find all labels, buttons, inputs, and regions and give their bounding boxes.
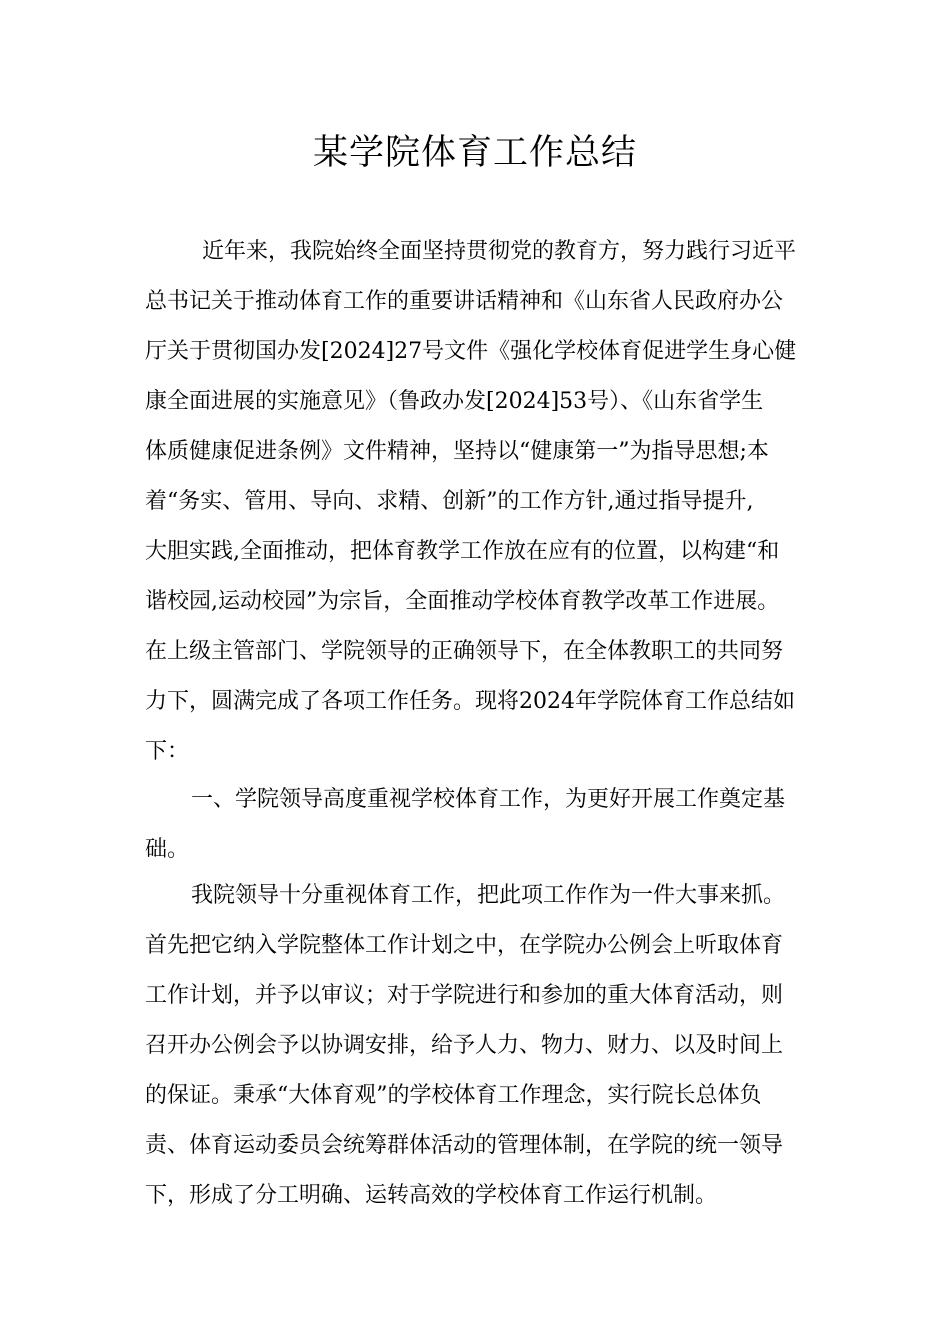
paragraph-line: 我院领导十分重视体育工作，把此项工作作为一件大事来抓。 (191, 883, 786, 908)
paragraph-line: 工作计划，并予以审议；对于学院进行和参加的重大体育活动，则 (145, 983, 784, 1008)
paragraph-intro (145, 227, 809, 777)
paragraph-leadership (145, 871, 809, 1221)
paragraph-line: 在上级主管部门、学院领导的正确领导下，在全体教职工的共同努 (145, 639, 784, 664)
document-title: 某学院体育工作总结 (312, 133, 637, 173)
paragraph-line: 厅关于贯彻国办发[2024]27号文件《强化学校体育促进学生身心健 (145, 339, 797, 364)
paragraph-line: 一、学院领导高度重视学校体育工作，为更好开展工作奠定基 (191, 787, 786, 812)
paragraph-line: 近年来，我院始终全面坚持贯彻党的教育方，努力践行习近平 (202, 239, 797, 264)
paragraph-line: 体质健康促进条例》文件精神，坚持以“健康第一”为指导思想;本 (145, 439, 769, 464)
paragraph-line: 首先把它纳入学院整体工作计划之中，在学院办公例会上听取体育 (145, 933, 784, 958)
section-heading-1 (145, 775, 809, 875)
paragraph-line: 总书记关于推动体育工作的重要讲话精神和《山东省人民政府办公 (145, 289, 784, 314)
paragraph-line: 力下，圆满完成了各项工作任务。现将2024年学院体育工作总结如 (145, 689, 795, 714)
paragraph-line: 大胆实践,全面推动，把体育教学工作放在应有的位置，以构建“和 (145, 539, 780, 564)
paragraph-line: 康全面进展的实施意见》（鲁政办发[2024]53号）、《山东省学生 (145, 389, 764, 414)
paragraph-line: 着“务实、管用、导向、求精、创新”的工作方针,通过指导提升, (145, 489, 754, 514)
paragraph-line: 下，形成了分工明确、运转高效的学校体育工作运行机制。 (145, 1183, 718, 1208)
paragraph-line: 谐校园,运动校园”为宗旨，全面推动学校体育教学改革工作进展。 (145, 589, 780, 614)
paragraph-line: 的保证。秉承“大体育观”的学校体育工作理念，实行院长总体负 (145, 1083, 762, 1108)
paragraph-line: 下： (145, 739, 190, 764)
paragraph-line: 责、体育运动委员会统筹群体活动的管理体制，在学院的统一领导 (145, 1133, 784, 1158)
paragraph-line: 召开办公例会予以协调安排，给予人力、物力、财力、以及时间上 (145, 1033, 784, 1058)
paragraph-line: 础。 (145, 837, 190, 862)
